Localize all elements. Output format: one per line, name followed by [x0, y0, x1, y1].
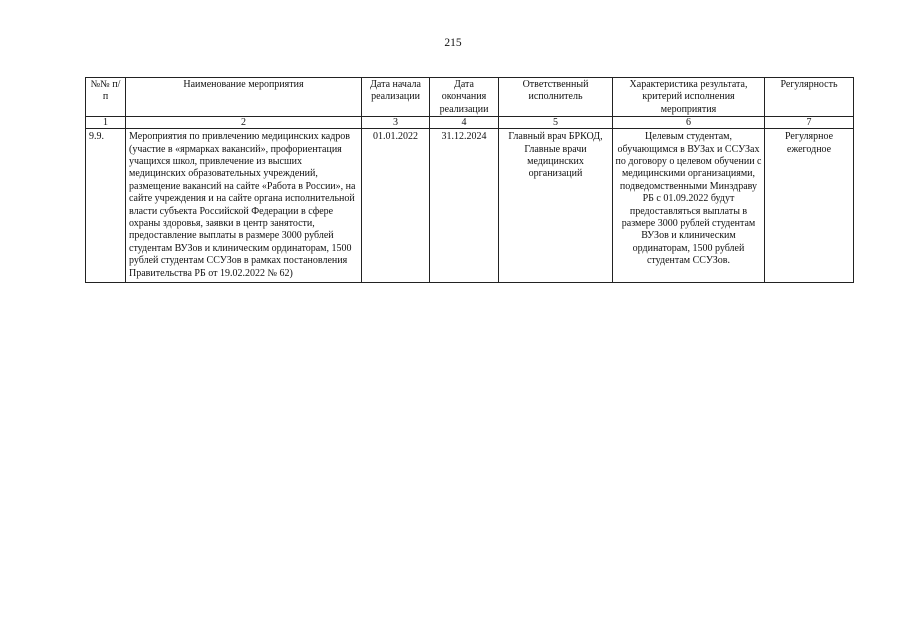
measure-name: Мероприятия по привлечению медицинских кадров (участие в «ярмарках вакансий», профориентация учащихся школ, привлечение из высших медицинских образовательных учреждений, размещение вакансий на сайте «Работа в России», на сайте учреждения и на сайте органа исполнительной власти субъекта Российской Федерации в сфере охраны здоровья, заявки в центр занятости, предоставление выплаты в размере 3000 рублей студентам ВУЗов и клиническим ординаторам, 1500 рублей студентам ССУЗов в рамках постановления Правительства РБ от 19.02.2022 № 62)	[126, 129, 362, 283]
regularity: Регулярное ежегодное	[765, 129, 854, 283]
column-number: 2	[126, 117, 362, 129]
header-end-date: Дата окончания реализации	[430, 78, 499, 117]
column-number: 1	[86, 117, 126, 129]
header-start-date: Дата начала реализации	[362, 78, 430, 117]
column-number: 5	[499, 117, 613, 129]
column-number: 4	[430, 117, 499, 129]
column-number: 7	[765, 117, 854, 129]
table-row	[86, 129, 854, 283]
row-number: 9.9.	[86, 129, 126, 283]
header-row	[86, 78, 854, 117]
result-characteristic: Целевым студентам, обучающимся в ВУЗах и ССУЗах по договору о целевом обучении с медицинскими организациями, подведомственными Минздраву РБ с 01.09.2022 будут предоставляться выплаты в размере 3000 рублей студентам ВУЗов и клиническим ординаторам, 1500 рублей студентам ССУЗов.	[613, 129, 765, 283]
page-number: 215	[444, 37, 462, 49]
measures-table	[85, 77, 854, 283]
column-number-row	[86, 117, 854, 129]
column-number: 6	[613, 117, 765, 129]
header-number: №№ п/п	[86, 78, 126, 117]
header-measure-name: Наименование мероприятия	[126, 78, 362, 117]
header-regularity: Регулярность	[765, 78, 854, 117]
end-date: 31.12.2024	[430, 129, 499, 283]
header-result: Характеристика результата, критерий исполнения мероприятия	[613, 78, 765, 117]
column-number: 3	[362, 117, 430, 129]
responsible-executor: Главный врач БРКОД, Главные врачи медицинских организаций	[499, 129, 613, 283]
start-date: 01.01.2022	[362, 129, 430, 283]
header-responsible: Ответственный исполнитель	[499, 78, 613, 117]
